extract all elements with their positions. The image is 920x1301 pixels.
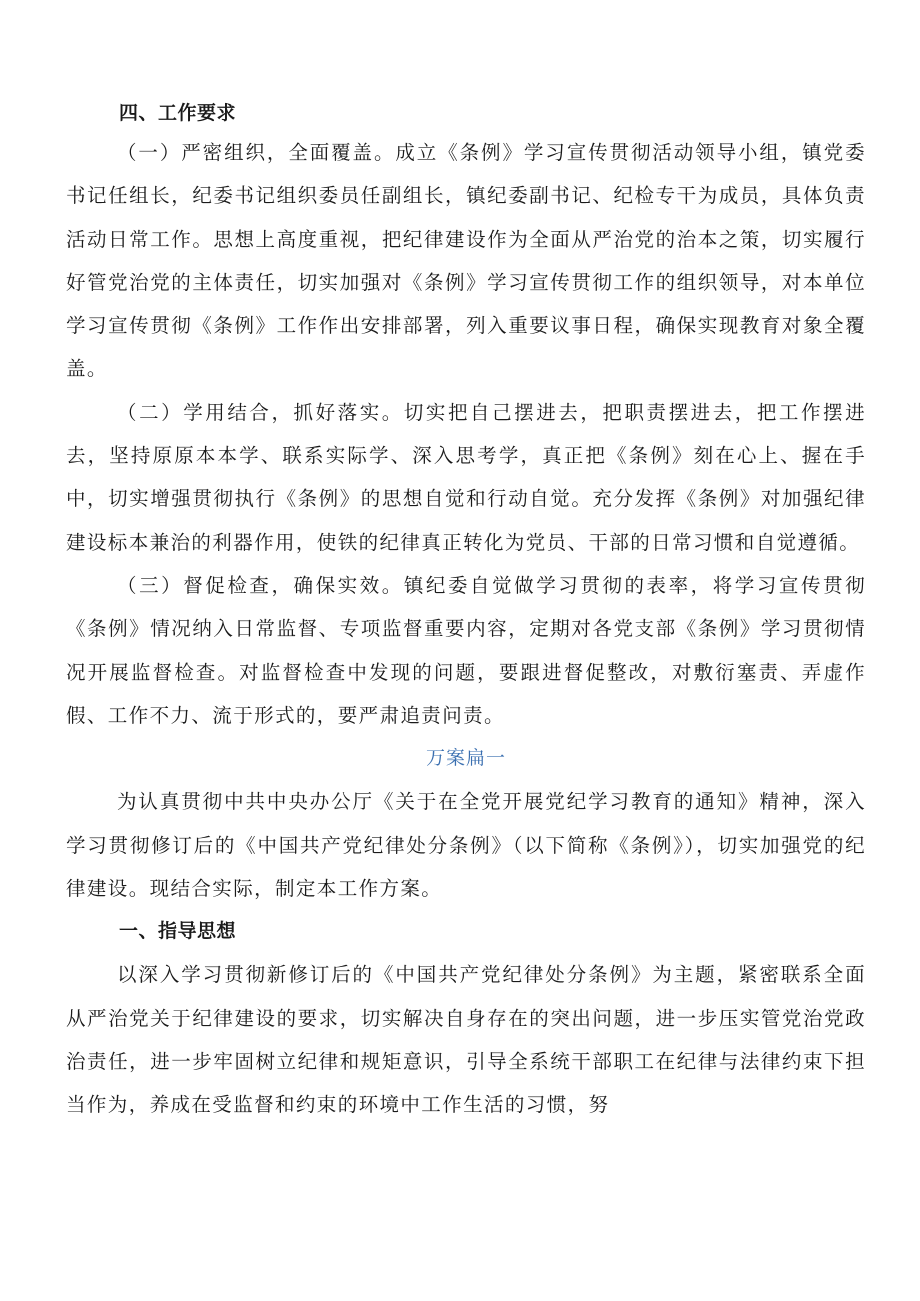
paragraph-strict-organization: （一）严密组织，全面覆盖。成立《条例》学习宣传贯彻活动领导小组，镇党委书记任组长，纪委书记组织委员任副组长，镇纪委副书记、纪检专干为成员，具体负责活动日常工作。思想上高度重视，把纪律建设作为全面从严治党的治本之策，切实履行好管党治党的主体责任，切实加强对《条例》学习宣传贯彻工作的组织领导，对本单位学习宣传贯彻《条例》工作作出安排部署，列入重要议事日程，确保实现教育对象全覆盖。 xyxy=(66,141,866,381)
paragraph-intro: 为认真贯彻中共中央办公厅《关于在全党开展党纪学习教育的通知》精神，深入学习贯彻修订后的《中国共产党纪律处分条例》（以下简称《条例》），切实加强党的纪律建设。现结合实际，制定本工作方案。 xyxy=(66,790,866,901)
document-page xyxy=(66,96,866,1127)
heading-work-requirements: 四、工作要求 xyxy=(119,102,237,124)
heading-guiding-ideology: 一、指导思想 xyxy=(119,920,237,943)
paragraph-guiding-ideology: 以深入学习贯彻新修订后的《中国共产党纪律处分条例》为主题，紧密联系全面从严治党关于纪律建设的要求，切实解决自身存在的突出问题，进一步压实管党治党政治责任，进一步牢固树立纪律和规矩意识，引导全系统干部职工在纪律与法律约束下担当作为，养成在受监督和约束的环境中工作生活的习惯，努 xyxy=(66,963,866,1117)
paragraph-supervision-check: （三）督促检查，确保实效。镇纪委自觉做学习贯彻的表率，将学习宣传贯彻《条例》情况纳入日常监督、专项监督重要内容，定期对各党支部《条例》学习贯彻情况开展监督检查。对监督检查中发现的问题，要跟进督促整改，对敷衍塞责、弄虚作假、工作不力、流于形式的，要严肃追责问责。 xyxy=(66,573,866,727)
section-title: 万案扁一 xyxy=(425,747,506,770)
paragraph-study-and-apply: （二）学用结合，抓好落实。切实把自己摆进去，把职责摆进去，把工作摆进去，坚持原原本本学、联系实际学、深入思考学，真正把《条例》刻在心上、握在手中，切实增强贯彻执行《条例》的思想自觉和行动自觉。充分发挥《条例》对加强纪律建设标本兼治的利器作用，使铁的纪律真正转化为党员、干部的日常习惯和自觉遵循。 xyxy=(66,400,866,554)
